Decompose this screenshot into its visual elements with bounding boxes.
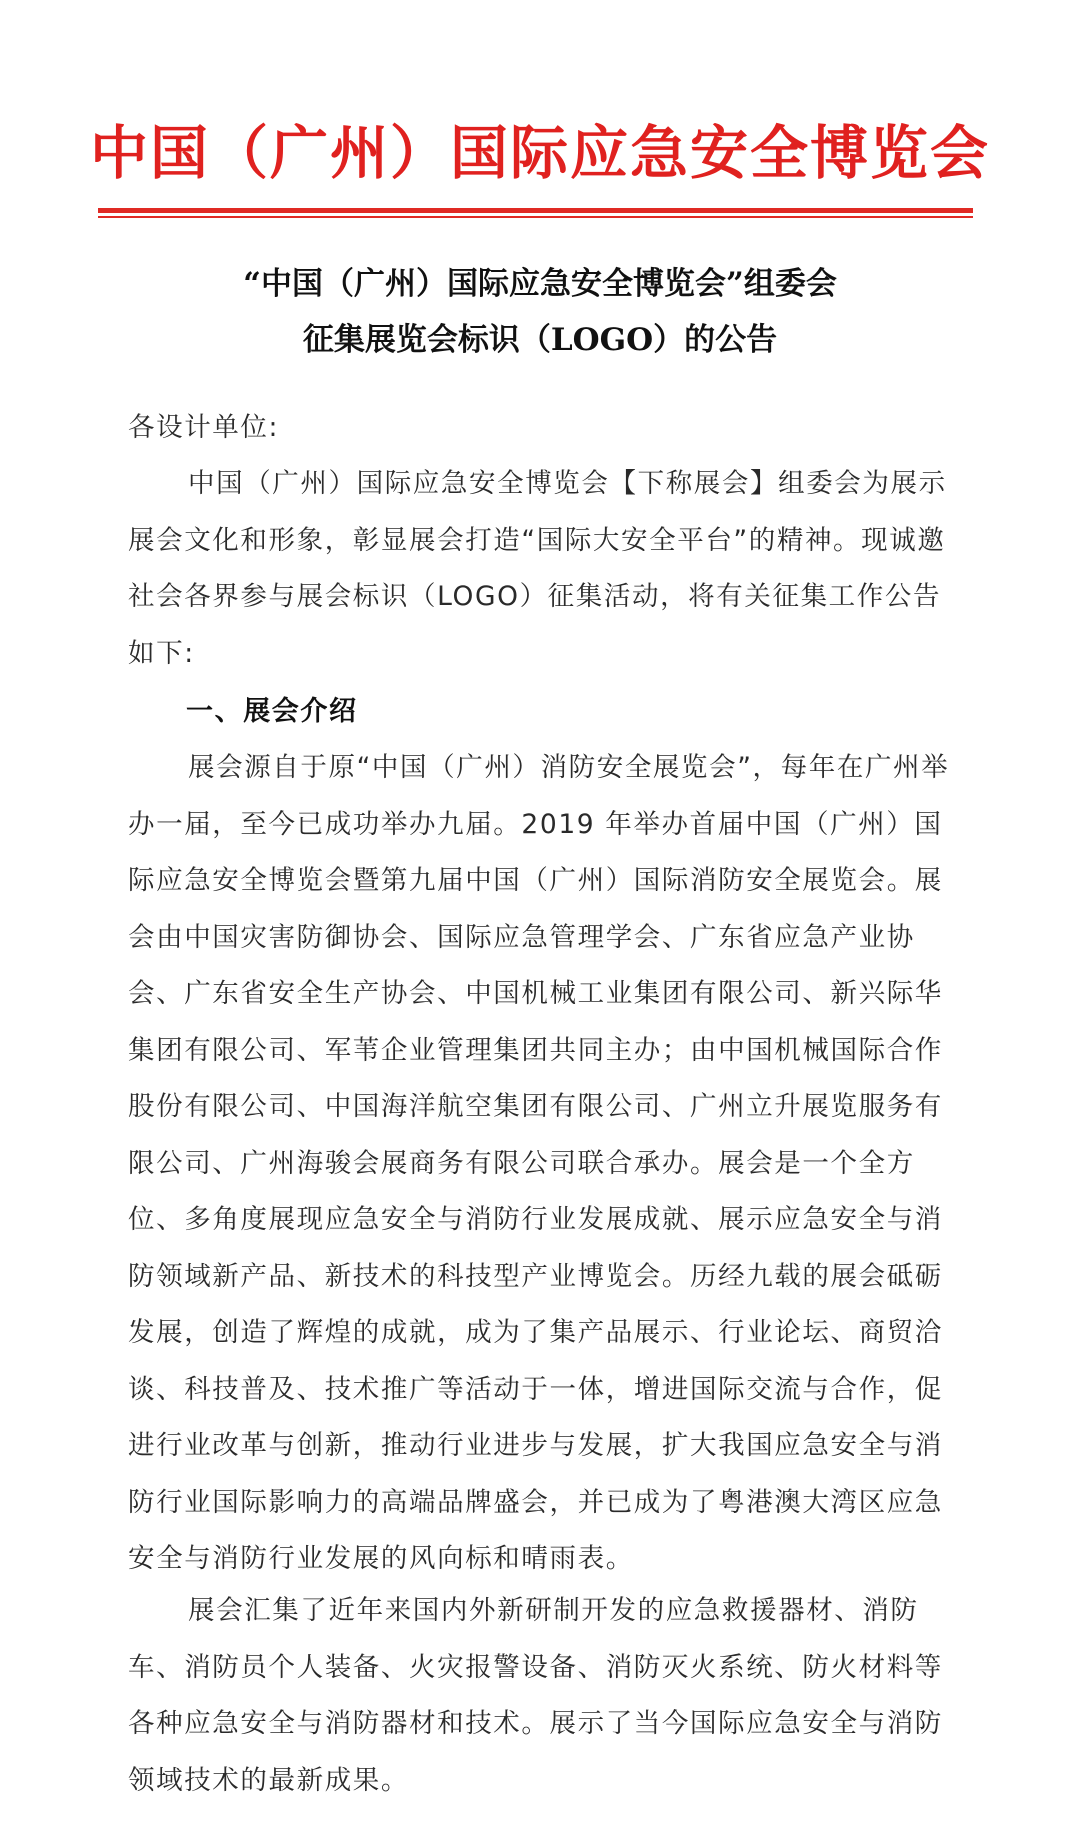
body-paragraph: 展会汇集了近年来国内外新研制开发的应急救援器材、消防车、消防员个人装备、火灾报警设备、消防灭火系统、防火材料等各种应急安全与消防器材和技术。展示了当今国际应急安全与消防领域技术的最新成果。 (128, 1595, 943, 1796)
salutation: 各设计单位: (128, 412, 280, 443)
masthead-rule-thin (98, 216, 973, 218)
document-title-line-2: 征集展览会标识（LOGO）的公告 (302, 322, 778, 358)
body-paragraph: 展会源自于原“中国（广州）消防安全展览会”，每年在广州举办一届，至今已成功举办九届。2019 年举办首届中国（广州）国际应急安全博览会暨第九届中国（广州）国际消防安全展览会。展会由中国灾害防御协会、国际应急管理学会、广东省应急产业协会、广东省安全生产协会、中国机械工业集团有限公司、新兴际华集团有限公司、军苇企业管理集团共同主办；由中国机械国际合作股份有限公司、中国海洋航空集团有限公司、广州立升展览服务有限公司、广州海骏会展商务有限公司联合承办。展会是一个全方位、多角度展现应急安全与消防行业发展成就、展示应急安全与消防领域新产品、新技术的科技型产业博览会。历经九载的展会砥砺发展，创造了辉煌的成就，成为了集产品展示、行业论坛、商贸洽谈、科技普及、技术推广等活动于一体，增进国际交流与合作，促进行业改革与创新，推动行业进步与发展，扩大我国应急安全与消防行业国际影响力的高端品牌盛会，并已成为了粤港澳大湾区应急安全与消防行业发展的风向标和晴雨表。 (128, 752, 950, 1574)
section-heading: 一、展会介绍 (186, 696, 358, 727)
document-title-line-1: “中国（广州）国际应急安全博览会”组委会 (243, 266, 837, 302)
masthead-title: 中国（广州）国际应急安全博览会 (89, 119, 990, 187)
masthead-rule-thick (98, 208, 973, 213)
intro-paragraph: 中国（广州）国际应急安全博览会【下称展会】组委会为展示展会文化和形象，彰显展会打造“国际大安全平台”的精神。现诚邀社会各界参与展会标识（LOGO）征集活动，将有关征集工作公告如下: (128, 468, 947, 669)
